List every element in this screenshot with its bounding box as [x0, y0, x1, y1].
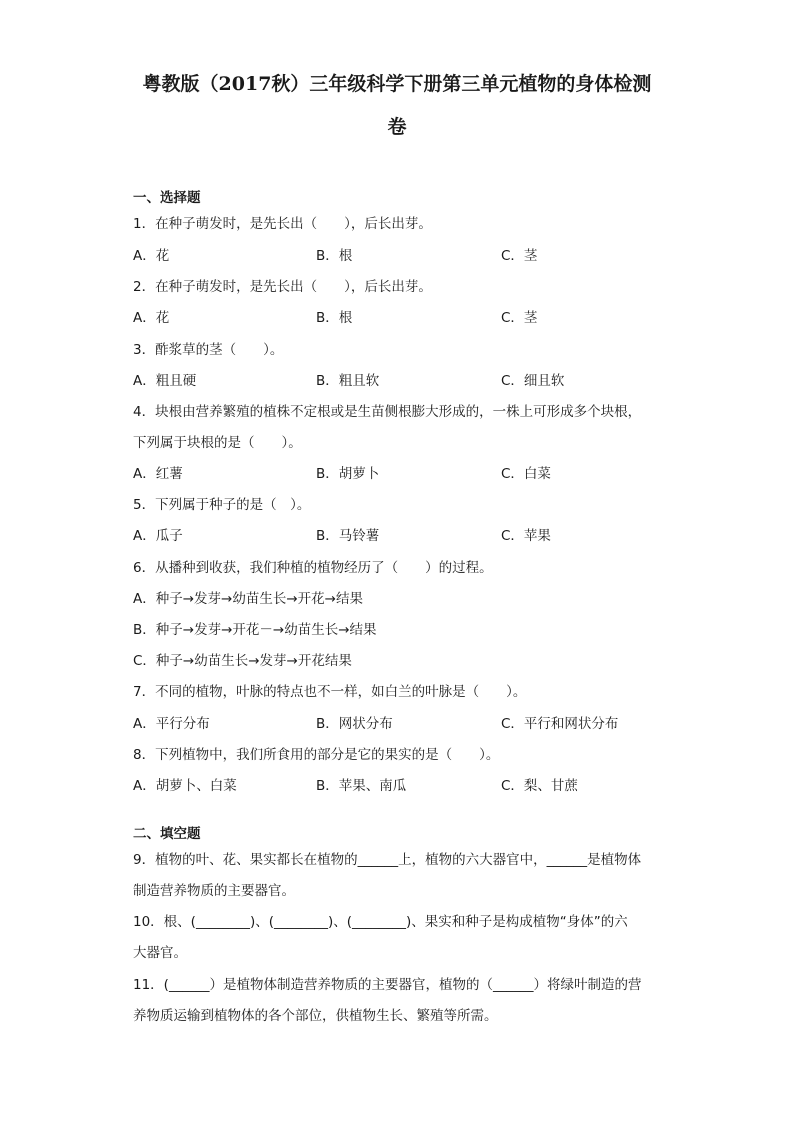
question-4-stem-line2: 下列属于块根的是（ ）。 [133, 435, 302, 451]
question-6-option-c: C．种子→幼苗生长→发芽→开花结果 [133, 653, 352, 669]
question-7-option-a: A．平行分布 [133, 716, 210, 732]
question-9-line1: 9．植物的叶、花、果实都长在植物的______上，植物的六大器官中，______是植物体 [133, 852, 642, 868]
question-6-option-a: A．种子→发芽→幼苗生长→开花→结果 [133, 591, 363, 607]
question-8-stem: 8．下列植物中，我们所食用的部分是它的果实的是（ ）。 [133, 747, 500, 763]
question-6-option-b: B．种子→发芽→开花－→幼苗生长→结果 [133, 622, 377, 638]
question-4-option-b: B．胡萝卜 [316, 466, 380, 482]
question-7-option-c: C．平行和网状分布 [501, 716, 619, 732]
question-8-option-c: C．梨、甘蔗 [501, 778, 578, 794]
question-2-option-b: B．根 [316, 310, 353, 326]
question-4-option-c: C．白菜 [501, 466, 551, 482]
question-6-stem: 6．从播种到收获，我们种植的植物经历了（ ）的过程。 [133, 560, 493, 576]
question-5-option-b: B．马铃薯 [316, 528, 380, 544]
question-5-stem: 5．下列属于种子的是（ ）。 [133, 497, 311, 513]
question-1-option-a: A．花 [133, 248, 170, 264]
question-1-option-c: C．茎 [501, 248, 538, 264]
question-9-line2: 制造营养物质的主要器官。 [133, 883, 295, 899]
question-11-line1: 11．(______）是植物体制造营养物质的主要器官，植物的（______）将绿叶制造的营 [133, 977, 642, 993]
question-3-option-a: A．粗且硬 [133, 373, 197, 389]
question-10-line2: 大器官。 [133, 945, 187, 961]
question-4-stem-line1: 4．块根由营养繁殖的植株不定根或是生苗侧根膨大形成的，一株上可形成多个块根， [133, 404, 642, 420]
question-4-option-a: A．红薯 [133, 466, 183, 482]
question-8-option-a: A．胡萝卜、白菜 [133, 778, 237, 794]
exam-title-line2: 卷 [387, 116, 407, 138]
question-8-option-b: B．苹果、南瓜 [316, 778, 407, 794]
question-5-option-a: A．瓜子 [133, 528, 183, 544]
question-1-stem: 1．在种子萌发时，是先长出（ ），后长出芽。 [133, 216, 432, 232]
question-1-option-b: B．根 [316, 248, 353, 264]
question-7-option-b: B．网状分布 [316, 716, 393, 732]
question-11-line2: 养物质运输到植物体的各个部位，供植物生长、繁殖等所需。 [133, 1008, 498, 1024]
question-10-line1: 10．根、(________)、(________)、(________)、果实和种子是构成植物“身体”的六 [133, 914, 628, 930]
exam-title-line1: 粤教版（2017秋）三年级科学下册第三单元植物的身体检测 [142, 73, 652, 95]
question-2-option-a: A．花 [133, 310, 170, 326]
question-3-option-c: C．细且软 [501, 373, 565, 389]
question-7-stem: 7．不同的植物，叶脉的特点也不一样，如白兰的叶脉是（ ）。 [133, 684, 527, 700]
question-2-stem: 2．在种子萌发时，是先长出（ ），后长出芽。 [133, 279, 432, 295]
question-2-option-c: C．茎 [501, 310, 538, 326]
question-5-option-c: C．苹果 [501, 528, 551, 544]
section-heading-choice: 一、选择题 [133, 190, 201, 206]
section-heading-fill: 二、填空题 [133, 826, 201, 842]
question-3-stem: 3．酢浆草的茎（ ）。 [133, 342, 284, 358]
question-3-option-b: B．粗且软 [316, 373, 380, 389]
